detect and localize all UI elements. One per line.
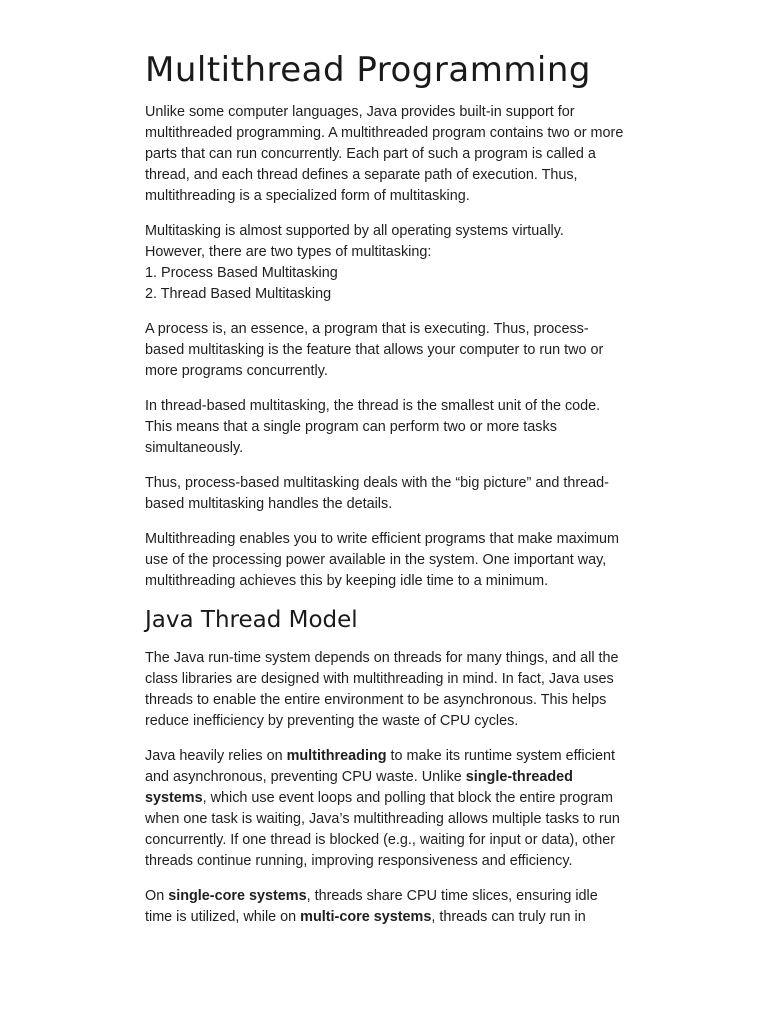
thread-paragraph: In thread-based multitasking, the thread is the smallest unit of the code. This means that a single program can perform two or more tasks simultaneously.	[145, 398, 601, 456]
reliance-bold-multithreading: multithreading	[286, 748, 387, 764]
list-item-process-based: 1. Process Based Multitasking	[145, 265, 338, 281]
reliance-text-3: , which use event loops and polling that block the entire program when one task is waiting, Java’s multithreading allows multiple tasks to run concurrently. If one thread is blocked (e.g., waiting for input or data), other threads continue running, improving responsiveness and efficiency.	[145, 790, 620, 869]
cores-text-2: , threads share CPU time slices, ensuring idle time is utilized, while on	[145, 888, 598, 925]
intro-paragraph: Unlike some computer languages, Java provides built-in support for multithreaded programming. A multithreaded program contains two or more parts that can run concurrently. Each part of such a program is called a thread, and each thread defines a separate path of execution. Thus, multithreading is a specialized form of multitasking.	[145, 104, 624, 204]
cores-paragraph	[145, 886, 626, 928]
reliance-text-2: to make its runtime system efficient and asynchronous, preventing CPU waste. Unlike	[145, 748, 615, 785]
cores-bold-single-core: single-core systems	[168, 888, 307, 904]
reliance-text-1: Java heavily relies on	[145, 748, 287, 764]
section-heading-thread-model: Java Thread Model	[145, 607, 358, 633]
list-item-thread-based: 2. Thread Based Multitasking	[145, 286, 332, 302]
process-paragraph: A process is, an essence, a program that is executing. Thus, process-based multitasking is the feature that allows your computer to run two or more programs concurrently.	[145, 321, 604, 379]
cores-text-1: On	[145, 888, 169, 904]
cores-text-3: , threads can truly run in	[431, 909, 586, 925]
big-picture-paragraph: Thus, process-based multitasking deals with the “big picture” and thread-based multitasking handles the details.	[145, 475, 609, 512]
page-title: Multithread Programming	[145, 50, 592, 90]
multitasking-intro-text: Multitasking is almost supported by all operating systems virtually. However, there are two types of multitasking:	[145, 223, 564, 260]
reliance-paragraph	[145, 746, 626, 872]
efficiency-paragraph: Multithreading enables you to write efficient programs that make maximum use of the processing power available in the system. One important way, multithreading achieves this by keeping idle time to a minimum.	[145, 531, 620, 589]
multitasking-paragraph	[145, 221, 626, 305]
reliance-bold-single-threaded: single-threaded systems	[145, 769, 573, 806]
cores-bold-multi-core: multi-core systems	[300, 909, 432, 925]
runtime-paragraph: The Java run-time system depends on threads for many things, and all the class libraries are designed with multithreading in mind. In fact, Java uses threads to enable the entire environment to be asynchronous. This helps reduce inefficiency by preventing the waste of CPU cycles.	[145, 650, 619, 729]
